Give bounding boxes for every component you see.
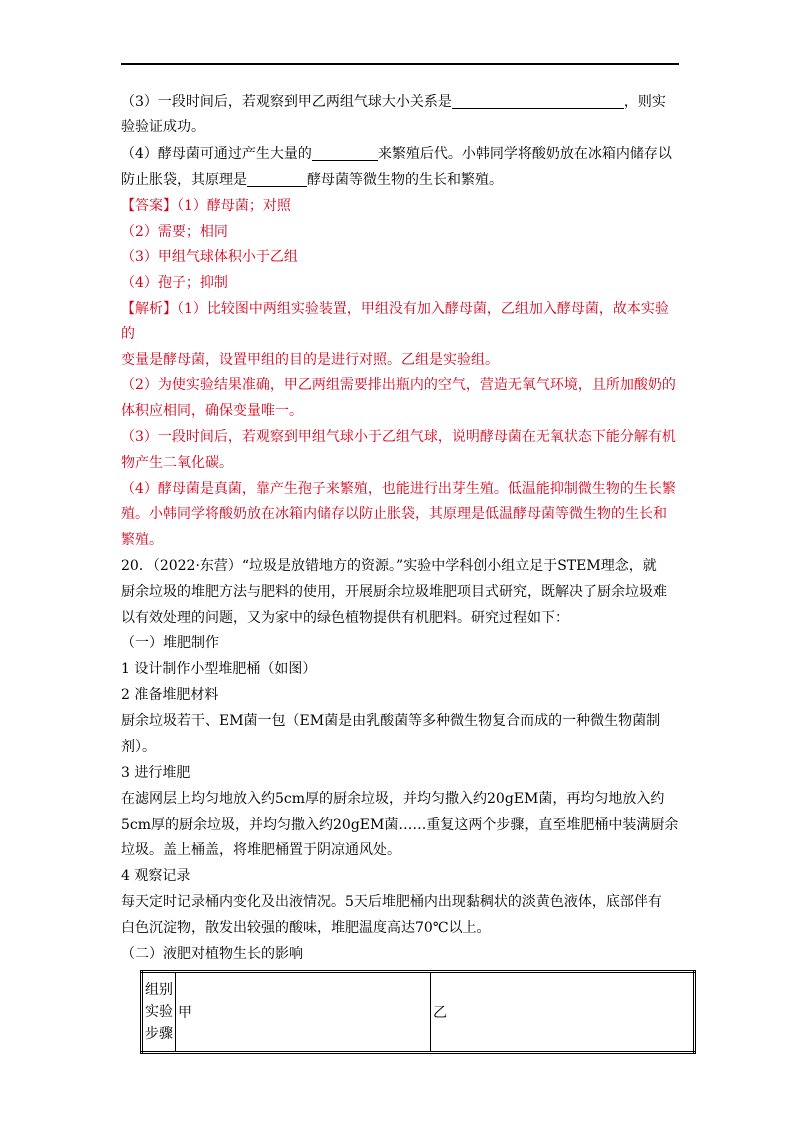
- answer-blank: [247, 172, 307, 187]
- analysis-line: （3）一段时间后，若观察到甲组气球小于乙组气球，说明酵母菌在无氧状态下能分解有机: [121, 429, 676, 445]
- question-4-line: （4）酵母菌可通过产生大量的 来繁殖后代。小韩同学将酸奶放在冰箱内储存以: [121, 146, 672, 162]
- analysis-line: （2）为使实验结果准确，甲乙两组需要排出瓶内的空气，营造无氧气环境，且所加酸奶的: [121, 377, 676, 393]
- analysis-line: 殖。小韩同学将酸奶放在冰箱内储存以防止胀袋，其原理是低温酵母菌等微生物的生长和: [121, 506, 667, 522]
- question-20-line: 厨余垃圾的堆肥方法与肥料的使用，开展厨余垃圾堆肥项目式研究，既解决了厨余垃圾难: [121, 584, 667, 600]
- answer-tag: 【答案】: [121, 198, 177, 214]
- experiment-table: [140, 970, 696, 1054]
- step-heading: 4 观察记录: [121, 868, 191, 884]
- analysis-line: 的: [121, 326, 135, 342]
- answer-line: 【答案】（1）酵母菌；对照: [121, 198, 291, 214]
- step-heading: 3 进行堆肥: [121, 765, 191, 781]
- step-heading: 1 设计制作小型堆肥桶（如图）: [121, 661, 317, 677]
- question-4-line: 防止胀袋，其原理是 酵母菌等微生物的生长和繁殖。: [121, 172, 503, 188]
- question-20-line: 20．（2022·东营）“垃圾是放错地方的资源。”实验中学科创小组立足于STEM理念，就: [121, 558, 657, 574]
- body-line: 垃圾。盖上桶盖，将堆肥桶置于阴凉通风处。: [121, 842, 401, 858]
- body-line: 每天定时记录桶内变化及出液情况。5天后堆肥桶内出现黏稠状的淡黄色液体，底部伴有: [121, 894, 662, 910]
- analysis-line: 繁殖。: [121, 532, 163, 548]
- table-cell-group-a: 甲: [176, 972, 431, 1053]
- question-3-line: 验验证成功。: [121, 119, 205, 135]
- answer-blank: [452, 94, 624, 109]
- table-header-cell: 组别实验步骤: [142, 972, 176, 1053]
- analysis-line: （4）酵母菌是真菌，靠产生孢子来繁殖，也能进行出芽生殖。低温能抑制微生物的生长繁: [121, 481, 676, 497]
- analysis-line: 体积应相同，确保变量唯一。: [121, 403, 303, 419]
- body-line: 剂）。: [121, 739, 156, 755]
- question-3-line: （3）一段时间后，若观察到甲乙两组气球大小关系是 ，则实: [121, 94, 666, 110]
- table-row: [142, 972, 695, 1053]
- body-line: 5cm厚的厨余垃圾，并均匀撒入约20gEM菌……重复这两个步骤，直至堆肥桶中装满厨余: [121, 817, 679, 833]
- answer-blank: [312, 146, 378, 161]
- section-heading: （一）堆肥制作: [121, 635, 219, 651]
- step-heading: 2 准备堆肥材料: [121, 687, 219, 703]
- question-20-line: 以有效处理的问题，又为家中的绿色植物提供有机肥料。研究过程如下：: [121, 610, 569, 626]
- header-rule: [121, 63, 679, 65]
- body-line: 厨余垃圾若干、EM菌一包（EM菌是由乳酸菌等多种微生物复合而成的一种微生物菌制: [121, 713, 661, 729]
- analysis-line: 【解析】（1）比较图中两组实验装置，甲组没有加入酵母菌，乙组加入酵母菌，故本实验: [121, 301, 669, 317]
- table-cell-group-b: 乙: [431, 972, 695, 1053]
- answer-line: （2）需要；相同: [121, 224, 228, 240]
- answer-line: （4）孢子；抑制: [121, 275, 228, 291]
- body-line: 在滤网层上均匀地放入约5cm厚的厨余垃圾，并均匀撒入约20gEM菌，再均匀地放入约: [121, 791, 665, 807]
- answer-line: （3）甲组气球体积小于乙组: [121, 249, 298, 265]
- body-line: 白色沉淀物，散发出较强的酸味，堆肥温度高达70℃以上。: [121, 920, 491, 936]
- analysis-line: 物产生二氧化碳。: [121, 455, 233, 471]
- analysis-tag: 【解析】: [121, 301, 177, 317]
- section-heading: （二）液肥对植物生长的影响: [121, 946, 303, 962]
- analysis-line: 变量是酵母菌，设置甲组的目的是进行对照。乙组是实验组。: [121, 352, 499, 368]
